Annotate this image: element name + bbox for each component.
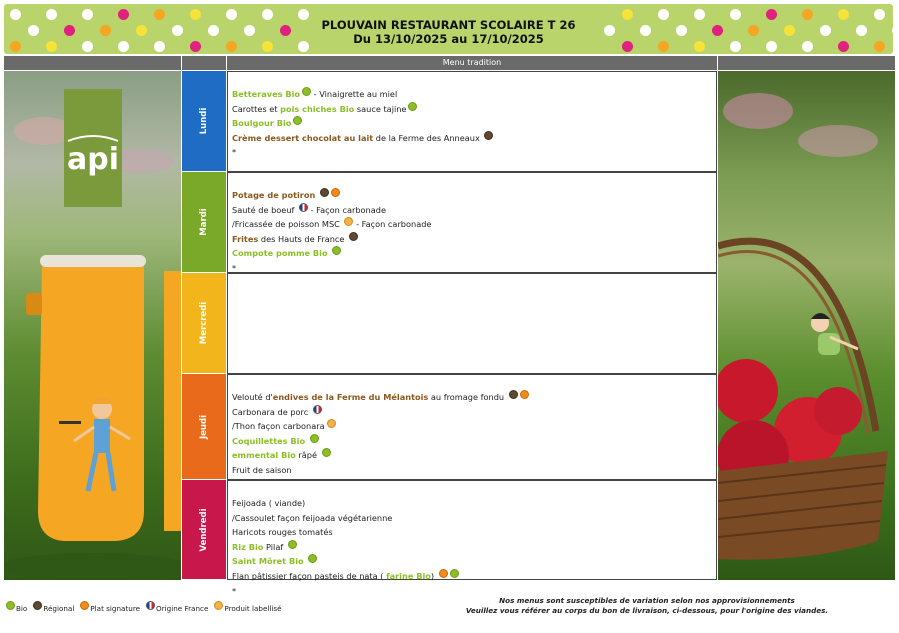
menu-cell-vendredi bbox=[227, 480, 717, 596]
regional-ingredient: Crème dessert chocolat au lait bbox=[232, 132, 374, 143]
menu-text: sauce tajine bbox=[354, 103, 407, 114]
day-label-mardi bbox=[182, 172, 226, 272]
bio-leaf-icon bbox=[408, 102, 417, 111]
day-label-mercredi bbox=[182, 273, 226, 373]
footer-note bbox=[417, 596, 877, 616]
day-column-header bbox=[182, 56, 226, 70]
bio-leaf-icon bbox=[302, 87, 311, 96]
day-name: Lundi bbox=[199, 107, 209, 135]
label-icon bbox=[327, 419, 336, 428]
bio-leaf-icon bbox=[6, 601, 15, 610]
bio-leaf-icon bbox=[308, 554, 317, 563]
apple-basket-illustration bbox=[718, 71, 895, 580]
legend-label: Régional bbox=[43, 604, 75, 613]
menu-text: Velouté d' bbox=[232, 392, 273, 402]
bio-leaf-icon bbox=[293, 116, 302, 125]
menu-text bbox=[305, 436, 308, 446]
bio-ingredient: Boulgour Bio bbox=[232, 118, 292, 129]
france-flag-icon bbox=[313, 405, 322, 414]
menu-item bbox=[232, 448, 712, 463]
legend-item-bio bbox=[6, 604, 27, 613]
legend-label: Produit labellisé bbox=[224, 604, 282, 613]
menu-item bbox=[232, 405, 712, 420]
bio-ingredient: Betteraves Bio bbox=[232, 89, 301, 99]
day-name: Mardi bbox=[199, 208, 209, 236]
menu-text: /Fricassée de poisson MSC bbox=[232, 219, 343, 230]
menu-cell-lundi bbox=[227, 71, 717, 172]
menu-item bbox=[232, 554, 712, 569]
menu-cell-mercredi bbox=[227, 273, 717, 374]
menu-text: * bbox=[232, 147, 237, 158]
menu-text: /Cassoulet façon feijoada végétarienne bbox=[232, 512, 393, 523]
menu-text: Flan pâtissier façon pasteis de nata ( bbox=[232, 570, 387, 581]
regional-icon bbox=[33, 601, 42, 610]
menu-text: - Façon carbonade bbox=[353, 219, 432, 230]
menu-text: des Hauts de France bbox=[258, 233, 348, 244]
legend-item-fr bbox=[146, 604, 208, 613]
france-flag-icon bbox=[146, 601, 155, 610]
menu-item bbox=[232, 525, 712, 540]
footer-note-line1: Nos menus sont susceptibles de variation selon nos approvisionnements bbox=[499, 596, 795, 605]
menu-text: ) bbox=[430, 570, 437, 581]
day-label-jeudi bbox=[182, 374, 226, 479]
legend-item-reg bbox=[33, 604, 74, 613]
date-range: Du 13/10/2025 au 17/10/2025 bbox=[353, 32, 544, 46]
menu-item bbox=[232, 390, 712, 405]
menu-item bbox=[232, 203, 712, 218]
signature-dish-icon bbox=[80, 601, 89, 610]
rain-boots-illustration bbox=[4, 71, 181, 580]
bio-ingredient: Saint Môret Bio bbox=[232, 556, 304, 567]
legend-label: Bio bbox=[16, 604, 28, 613]
menu-text bbox=[315, 190, 318, 200]
regional-icon bbox=[349, 232, 358, 241]
menu-item bbox=[232, 540, 712, 555]
menu-text: Sauté de boeuf bbox=[232, 204, 298, 215]
legend-item-sig bbox=[80, 604, 140, 613]
bio-ingredient: pois chiches Bio bbox=[280, 103, 355, 114]
menu-item bbox=[232, 434, 712, 449]
legend-item-lab bbox=[214, 604, 281, 613]
menu-text: Fruit de saison bbox=[232, 464, 292, 475]
left-photo-panel bbox=[4, 71, 181, 580]
page-title bbox=[4, 18, 893, 46]
menu-item bbox=[232, 217, 712, 232]
bio-ingredient: Compote pomme Bio bbox=[232, 248, 328, 259]
day-label-lundi bbox=[182, 71, 226, 171]
icon-legend bbox=[6, 601, 288, 613]
menu-text: au fromage fondu bbox=[428, 392, 507, 402]
menu-text: * bbox=[232, 585, 237, 596]
day-name: Jeudi bbox=[199, 414, 209, 439]
menu-column-header: Menu tradition bbox=[227, 56, 717, 70]
regional-ingredient: Frites bbox=[232, 233, 259, 244]
menu-text: /Thon façon carbonara bbox=[232, 421, 325, 432]
menu-text: - Vinaigrette au miel bbox=[311, 89, 398, 99]
menu-item bbox=[232, 188, 712, 203]
legend-label: Origine France bbox=[156, 604, 209, 613]
left-column-header bbox=[4, 56, 181, 70]
menu-text: Haricots rouges tomatés bbox=[232, 527, 333, 538]
bio-leaf-icon bbox=[310, 434, 319, 443]
day-name: Mercredi bbox=[199, 301, 209, 345]
bio-ingredient: emmental Bio bbox=[232, 450, 296, 461]
menu-text: - Façon carbonade bbox=[308, 204, 386, 215]
menu-text: Carottes et bbox=[232, 103, 281, 114]
menu-item bbox=[232, 102, 712, 117]
signature-dish-icon bbox=[520, 390, 529, 399]
menu-cell-jeudi bbox=[227, 374, 717, 480]
day-label-vendredi bbox=[182, 480, 226, 579]
legend-label: Plat signature bbox=[90, 604, 141, 613]
regional-ingredient: endives de la Ferme du Mélantois bbox=[272, 392, 429, 402]
menu-text: de la Ferme des Anneaux bbox=[373, 132, 483, 143]
footer-note-line2: Veuillez vous référer au corps du bon de livraison, ci-dessous, pour l'origine des viandes. bbox=[465, 606, 829, 615]
menu-item bbox=[232, 511, 712, 526]
menu-text: Pilaf bbox=[263, 541, 286, 552]
regional-icon bbox=[509, 390, 518, 399]
signature-dish-icon bbox=[439, 569, 448, 578]
right-photo-panel bbox=[718, 71, 895, 580]
menu-item bbox=[232, 463, 712, 478]
menu-item bbox=[232, 232, 712, 247]
signature-dish-icon bbox=[331, 188, 340, 197]
bio-leaf-icon bbox=[322, 448, 331, 457]
regional-icon bbox=[484, 131, 493, 140]
menu-text bbox=[304, 556, 307, 566]
menu-item bbox=[232, 116, 712, 131]
menu-item bbox=[232, 131, 712, 146]
menu-item bbox=[232, 496, 712, 511]
menu-cell-mardi bbox=[227, 172, 717, 273]
menu-item bbox=[232, 87, 712, 102]
api-logo-text: api bbox=[66, 142, 120, 177]
right-column-header bbox=[718, 56, 895, 70]
menu-text: Feijoada ( viande) bbox=[232, 498, 306, 508]
bio-leaf-icon bbox=[288, 540, 297, 549]
label-icon bbox=[214, 601, 223, 610]
regional-ingredient: Potage de potiron bbox=[232, 190, 316, 200]
restaurant-name: PLOUVAIN RESTAURANT SCOLAIRE T 26 bbox=[321, 18, 576, 32]
bio-leaf-icon bbox=[332, 246, 341, 255]
menu-item bbox=[232, 569, 712, 584]
menu-text bbox=[328, 248, 331, 258]
bio-ingredient: Riz Bio bbox=[232, 541, 264, 552]
france-flag-icon bbox=[299, 203, 308, 212]
menu-item bbox=[232, 246, 712, 261]
menu-text: * bbox=[232, 262, 237, 273]
header-banner bbox=[4, 4, 893, 54]
menu-item bbox=[232, 145, 712, 160]
day-name: Vendredi bbox=[199, 508, 209, 551]
bio-leaf-icon bbox=[450, 569, 459, 578]
menu-text: râpé bbox=[295, 450, 320, 461]
menu-text: Carbonara de porc bbox=[232, 406, 311, 417]
bio-ingredient: Coquillettes Bio bbox=[232, 435, 306, 446]
menu-item bbox=[232, 419, 712, 434]
bio-ingredient: farine Bio bbox=[386, 570, 431, 581]
regional-icon bbox=[320, 188, 329, 197]
